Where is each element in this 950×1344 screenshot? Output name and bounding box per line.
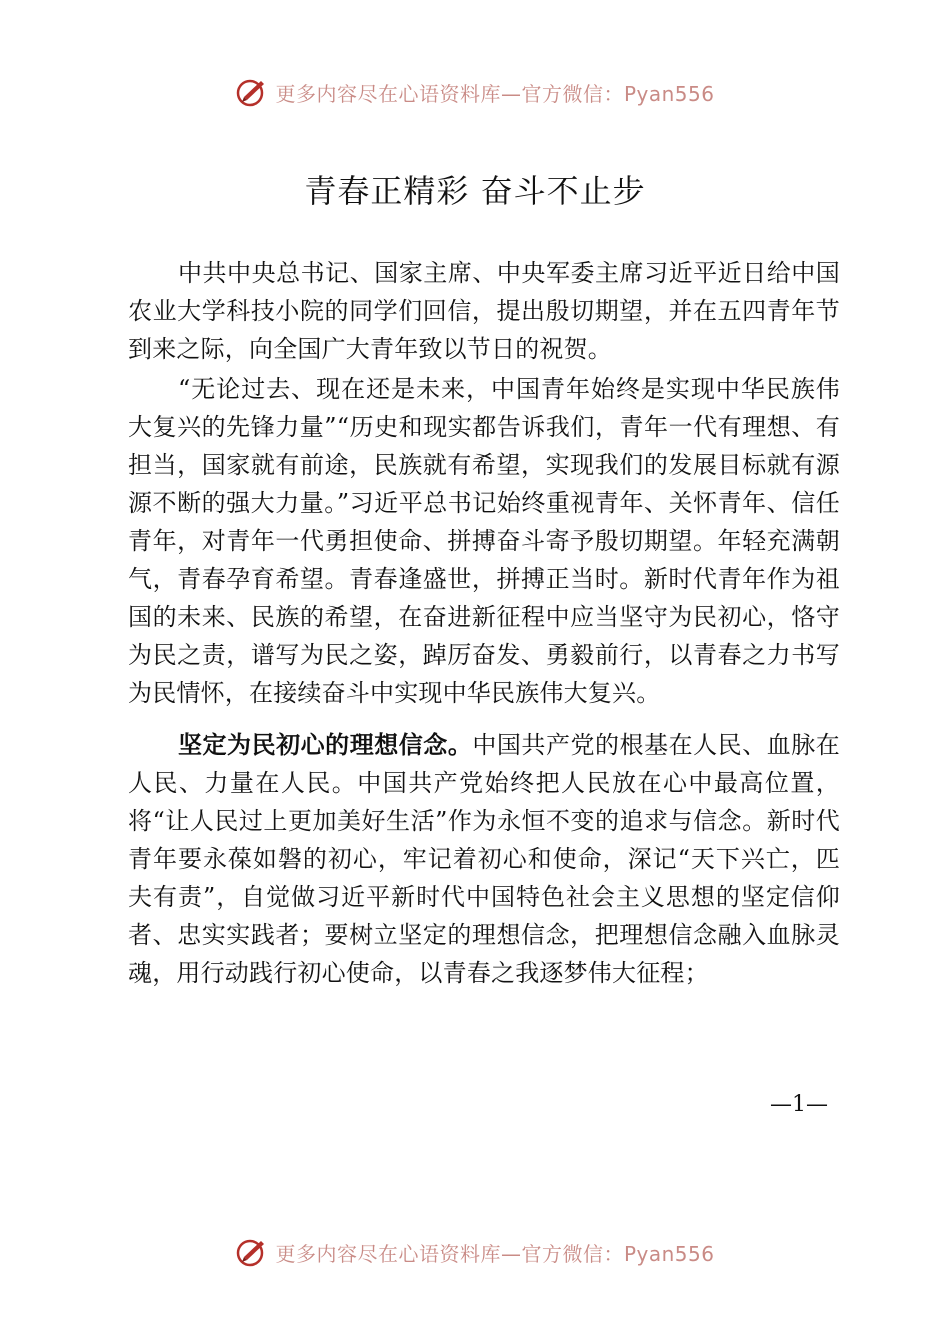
pen-logo-icon [235, 1235, 269, 1269]
document-body [128, 254, 840, 992]
document-title: 青春正精彩 奋斗不止步 [304, 172, 646, 210]
paragraph-3 [128, 726, 840, 992]
paragraph-2 [128, 370, 840, 712]
watermark-text: 更多内容尽在心语资料库—官方微信：Pyan556 [275, 81, 715, 106]
paragraph-text: 中国共产党的根基在人民、血脉在人民、力量在人民。中国共产党始终把人民放在心中最高位置，将“让人民过上更加美好生活”作为永恒不变的追求与信念。新时代青年要永葆如磐的初心，牢记着初心和使命，深记“天下兴亡，匹夫有责”，自觉做习近平新时代中国特色社会主义思想的坚定信仰者、忠实实践者；要树立坚定的理想信念，把理想信念融入血脉灵魂，用行动践行初心使命，以青春之我逐梦伟大征程； [128, 731, 841, 987]
paragraph-text: 中共中央总书记、国家主席、中央军委主席习近平近日给中国农业大学科技小院的同学们回信，提出殷切期望，并在五四青年节到来之际，向全国广大青年致以节日的祝贺。 [128, 259, 840, 363]
paragraph-lead: 坚定为民初心的理想信念。 [178, 731, 473, 759]
page-number: —1— [770, 1092, 828, 1117]
paragraph-1 [128, 254, 840, 368]
pen-logo-icon [235, 75, 269, 109]
watermark-footer [0, 1232, 950, 1272]
paragraph-text: “无论过去、现在还是未来，中国青年始终是实现中华民族伟大复兴的先锋力量”“历史和现实都告诉我们，青年一代有理想、有担当，国家就有前途，民族就有希望，实现我们的发展目标就有源源不断的强大力量。”习近平总书记始终重视青年、关怀青年、信任青年，对青年一代勇担使命、拼搏奋斗寄予殷切期望。年轻充满朝气，青春孕育希望。青春逢盛世，拼搏正当时。新时代青年作为祖国的未来、民族的希望，在奋进新征程中应当坚守为民初心，恪守为民之责，谱写为民之姿，踔厉奋发、勇毅前行，以青春之力书写为民情怀，在接续奋斗中实现中华民族伟大复兴。 [128, 375, 840, 707]
watermark-header [0, 72, 950, 112]
watermark-text: 更多内容尽在心语资料库—官方微信：Pyan556 [275, 1241, 715, 1266]
